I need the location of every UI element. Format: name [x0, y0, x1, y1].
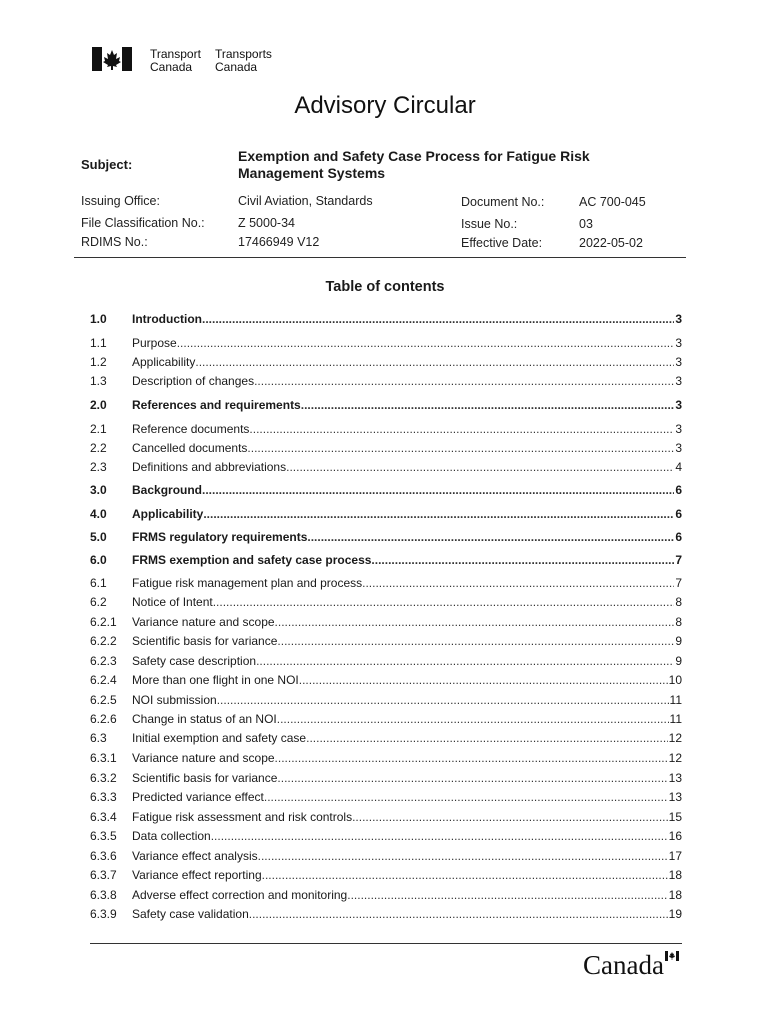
toc-entry-number: 6.3.2 — [90, 771, 117, 785]
toc-entry-page: 19 — [668, 907, 682, 921]
toc-dot-leader — [264, 789, 668, 805]
toc-entry[interactable] — [90, 373, 682, 389]
toc-entry-label: Fatigue risk management plan and process — [132, 576, 363, 590]
toc-entry[interactable] — [90, 594, 682, 610]
toc-dot-leader — [254, 373, 674, 389]
toc-entry-page: 6 — [675, 483, 682, 497]
toc-entry-page: 4 — [675, 460, 682, 474]
document-no-label: Document No.: — [461, 195, 545, 209]
toc-entry-label: Definitions and abbreviations — [132, 460, 287, 474]
toc-entry[interactable] — [90, 887, 682, 903]
toc-entry-number: 6.3.6 — [90, 849, 117, 863]
toc-entry-label: Change in status of an NOI — [132, 712, 277, 726]
toc-entry-number: 6.3.4 — [90, 810, 117, 824]
toc-entry-page: 6 — [675, 507, 682, 521]
toc-entry-label: Initial exemption and safety case — [132, 731, 307, 745]
toc-entry-page: 3 — [675, 312, 682, 326]
toc-entry-number: 1.3 — [90, 374, 107, 388]
canada-flag-icon — [92, 47, 132, 71]
canada-wordmark-flag-icon — [665, 951, 679, 961]
toc-entry-page: 13 — [668, 790, 682, 804]
toc-entry-number: 6.3 — [90, 731, 107, 745]
toc-dot-leader — [247, 440, 674, 456]
toc-entry-label: Description of changes — [132, 374, 255, 388]
toc-dot-leader — [249, 421, 674, 437]
toc-dot-leader — [362, 575, 674, 591]
toc-entry-number: 6.2.6 — [90, 712, 117, 726]
toc-dot-leader — [213, 594, 675, 610]
toc-entry-page: 16 — [668, 829, 682, 843]
toc-entry[interactable] — [90, 354, 682, 370]
toc-entry-number: 2.0 — [90, 398, 107, 412]
toc-dot-leader — [306, 730, 668, 746]
toc-dot-leader — [301, 397, 675, 413]
toc-dot-leader — [211, 828, 668, 844]
toc-entry-number: 6.2.1 — [90, 615, 117, 629]
toc-entry[interactable] — [90, 311, 682, 327]
toc-entry[interactable] — [90, 672, 682, 688]
toc-entry-page: 11 — [669, 693, 682, 707]
toc-entry-number: 2.2 — [90, 441, 107, 455]
toc-entry-label: Variance nature and scope — [132, 615, 275, 629]
toc-entry-page: 3 — [675, 441, 682, 455]
toc-dot-leader — [277, 770, 667, 786]
toc-entry-label: Variance effect reporting — [132, 868, 262, 882]
toc-entry[interactable] — [90, 750, 682, 766]
rdims-label: RDIMS No.: — [81, 235, 148, 249]
toc-entry-page: 18 — [668, 868, 682, 882]
toc-entry[interactable] — [90, 653, 682, 669]
toc-entry-number: 6.3.7 — [90, 868, 117, 882]
toc-dot-leader — [177, 335, 675, 351]
toc-entry[interactable] — [90, 459, 682, 475]
toc-entry-label: Notice of Intent — [132, 595, 213, 609]
toc-dot-leader — [275, 750, 668, 766]
toc-entry-number: 2.3 — [90, 460, 107, 474]
toc-entry-page: 3 — [675, 374, 682, 388]
toc-entry-page: 7 — [675, 576, 682, 590]
toc-dot-leader — [195, 354, 674, 370]
toc-entry[interactable] — [90, 692, 682, 708]
toc-entry-label: Scientific basis for variance — [132, 634, 278, 648]
toc-entry-page: 12 — [668, 731, 682, 745]
org-name-fr-line2: Canada — [215, 60, 258, 74]
toc-entry-label: Purpose — [132, 336, 177, 350]
toc-entry[interactable] — [90, 906, 682, 922]
toc-entry[interactable] — [90, 575, 682, 591]
toc-entry-number: 3.0 — [90, 483, 107, 497]
toc-entry[interactable] — [90, 789, 682, 805]
toc-dot-leader — [203, 506, 674, 522]
toc-entry-number: 6.2.2 — [90, 634, 117, 648]
toc-entry-label: Variance effect analysis — [132, 849, 258, 863]
toc-entry-page: 8 — [675, 615, 682, 629]
toc-entry[interactable] — [90, 711, 682, 727]
toc-entry-page: 18 — [668, 888, 682, 902]
toc-entry[interactable] — [90, 867, 682, 883]
toc-entry-page: 3 — [675, 336, 682, 350]
toc-dot-leader — [249, 906, 668, 922]
toc-entry-label: Background — [132, 483, 203, 497]
toc-dot-leader — [352, 809, 668, 825]
toc-dot-leader — [307, 529, 674, 545]
org-name-en-line2: Canada — [150, 60, 193, 74]
toc-entry-page: 9 — [675, 654, 682, 668]
toc-entry-label: FRMS exemption and safety case process — [132, 553, 372, 567]
toc-entry-number: 1.0 — [90, 312, 107, 326]
document-title: Advisory Circular — [294, 92, 476, 119]
toc-dot-leader — [256, 653, 674, 669]
toc-entry-number: 6.3.5 — [90, 829, 117, 843]
toc-entry-number: 6.2.4 — [90, 673, 117, 687]
org-name-fr-line1: Transports — [215, 47, 272, 61]
toc-entry-page: 11 — [669, 712, 682, 726]
toc-entry-number: 4.0 — [90, 507, 107, 521]
toc-entry-label: More than one flight in one NOI — [132, 673, 299, 687]
toc-entry[interactable] — [90, 397, 682, 413]
toc-entry-page: 8 — [675, 595, 682, 609]
toc-entry-number: 6.3.9 — [90, 907, 117, 921]
toc-entry[interactable] — [90, 440, 682, 456]
toc-dot-leader — [258, 848, 668, 864]
issuing-office-label: Issuing Office: — [81, 194, 160, 208]
toc-entry-label: Safety case validation — [132, 907, 249, 921]
toc-entry[interactable] — [90, 828, 682, 844]
toc-dot-leader — [275, 614, 675, 630]
toc-entry-page: 3 — [675, 398, 682, 412]
toc-entry-number: 6.3.3 — [90, 790, 117, 804]
toc-dot-leader — [217, 692, 669, 708]
toc-dot-leader — [202, 482, 674, 498]
toc-entry-label: FRMS regulatory requirements — [132, 530, 308, 544]
toc-entry[interactable] — [90, 633, 682, 649]
org-name-en-line1: Transport — [150, 47, 201, 61]
toc-entry-label: Adverse effect correction and monitoring — [132, 888, 348, 902]
toc-entry-number: 6.0 — [90, 553, 107, 567]
toc-entry-page: 15 — [668, 810, 682, 824]
toc-entry-page: 3 — [675, 422, 682, 436]
toc-dot-leader — [202, 311, 674, 327]
file-classification-label: File Classification No.: — [81, 216, 205, 230]
toc-entry[interactable] — [90, 421, 682, 437]
subject-label: Subject: — [81, 157, 133, 172]
toc-entry-label: Cancelled documents — [132, 441, 248, 455]
toc-entry-label: Reference documents — [132, 422, 250, 436]
toc-entry-number: 6.3.1 — [90, 751, 117, 765]
issue-no-value: 03 — [579, 217, 593, 231]
rdims-value: 17466949 V12 — [238, 235, 320, 249]
toc-entry-label: Applicability — [132, 507, 204, 521]
toc-dot-leader — [262, 867, 668, 883]
toc-entry-label: Predicted variance effect — [132, 790, 264, 804]
toc-entry-number: 6.1 — [90, 576, 107, 590]
header-divider — [74, 257, 686, 258]
document-no-value: AC 700-045 — [579, 195, 646, 209]
toc-entry[interactable] — [90, 529, 682, 545]
toc-dot-leader — [286, 459, 674, 475]
toc-entry[interactable] — [90, 482, 682, 498]
toc-entry-number: 1.1 — [90, 336, 107, 350]
toc-dot-leader — [347, 887, 667, 903]
toc-entry[interactable] — [90, 730, 682, 746]
toc-entry[interactable] — [90, 614, 682, 630]
toc-entry-number: 6.3.8 — [90, 888, 117, 902]
toc-entry-page: 3 — [675, 355, 682, 369]
toc-entry[interactable] — [90, 335, 682, 351]
canada-wordmark: Canada — [583, 950, 664, 980]
toc-entry-number: 5.0 — [90, 530, 107, 544]
toc-entry-number: 6.2.5 — [90, 693, 117, 707]
footer-divider — [90, 943, 682, 944]
toc-entry-label: Fatigue risk assessment and risk controls — [132, 810, 353, 824]
toc-entry-label: NOI submission — [132, 693, 217, 707]
toc-entry-number: 2.1 — [90, 422, 107, 436]
toc-entry-label: Introduction — [132, 312, 202, 326]
toc-dot-leader — [277, 633, 674, 649]
toc-entry[interactable] — [90, 809, 682, 825]
toc-entry-label: Variance nature and scope — [132, 751, 275, 765]
toc-entry[interactable] — [90, 770, 682, 786]
toc-title: Table of contents — [325, 279, 445, 295]
toc-entry-page: 9 — [675, 634, 682, 648]
toc-entry-page: 13 — [668, 771, 682, 785]
toc-entry[interactable] — [90, 848, 682, 864]
toc-entry-label: Applicability — [132, 355, 196, 369]
toc-entry-label: Safety case description — [132, 654, 257, 668]
toc-entry-page: 10 — [668, 673, 682, 687]
effective-date-label: Effective Date: — [461, 236, 543, 250]
subject-value: Exemption and Safety Case Process for Fatigue Risk Management Systems — [238, 148, 590, 181]
toc-entry-label: Data collection — [132, 829, 211, 843]
toc-entry-number: 6.2.3 — [90, 654, 117, 668]
toc-entry-number: 1.2 — [90, 355, 107, 369]
toc-dot-leader — [371, 552, 674, 568]
toc-entry-page: 6 — [675, 530, 682, 544]
effective-date-value: 2022-05-02 — [579, 236, 643, 250]
toc-dot-leader — [277, 711, 669, 727]
file-classification-value: Z 5000-34 — [238, 216, 295, 230]
issuing-office-value: Civil Aviation, Standards — [238, 194, 373, 208]
toc-dot-leader — [299, 672, 668, 688]
toc-entry-page: 17 — [668, 849, 682, 863]
toc-entry-label: References and requirements — [132, 398, 301, 412]
toc-entry-page: 7 — [675, 553, 682, 567]
toc-entry-number: 6.2 — [90, 595, 107, 609]
toc-entry[interactable] — [90, 552, 682, 568]
toc-entry[interactable] — [90, 506, 682, 522]
toc-entry-label: Scientific basis for variance — [132, 771, 278, 785]
toc-entry-page: 12 — [668, 751, 682, 765]
issue-no-label: Issue No.: — [461, 217, 518, 231]
